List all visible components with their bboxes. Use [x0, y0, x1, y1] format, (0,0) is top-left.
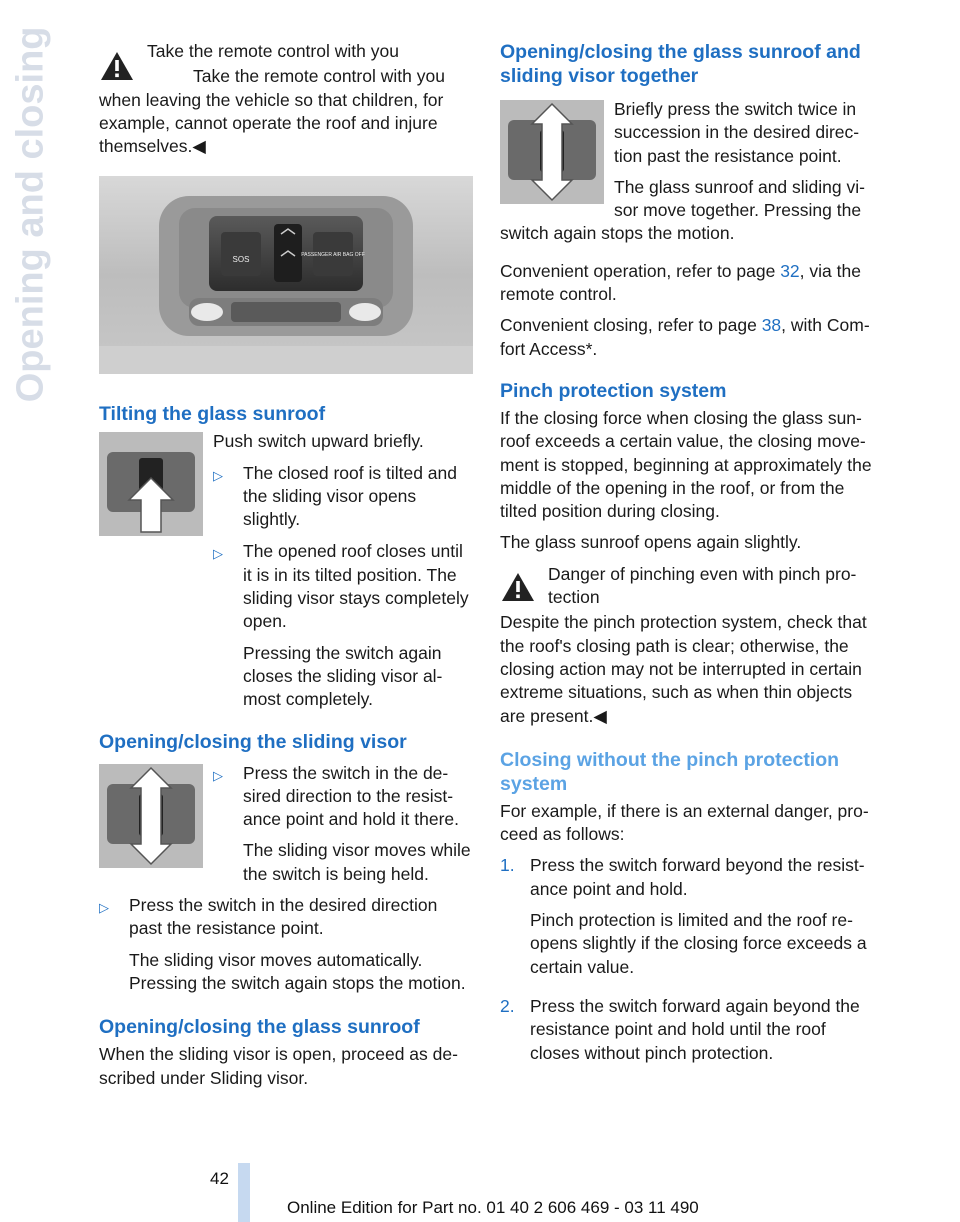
left-column — [99, 40, 473, 1098]
pinch-heading: Pinch protection system — [500, 379, 727, 402]
warning-title: Take the remote control with you — [147, 41, 399, 61]
switch-up-thumbnail — [99, 432, 203, 536]
conv-op-text-end: , via the remote control. — [500, 260, 861, 305]
page-link-38[interactable]: 38 — [761, 315, 782, 336]
list-item — [213, 540, 473, 633]
switch-updown-thumbnail — [99, 764, 203, 868]
chapter-sidebar — [4, 26, 56, 420]
edition-note: Online Edition for Part no. 01 40 2 606 469 - 03 11 490 — [287, 1198, 699, 1217]
list-item — [213, 462, 473, 532]
step-item — [500, 995, 874, 1073]
nopinch-intro: For example, if there is an external danger, pro‐ ceed as follows: — [500, 800, 869, 845]
passenger-airbag-label: PASSENGER AIR BAG OFF — [301, 252, 365, 259]
sos-label: SOS — [232, 255, 250, 265]
warning-body: Take the remote control with you when leaving the vehicle so that children, for example, cannot operate the roof and injure themselves.◀ — [99, 66, 445, 157]
sunroof-heading: Opening/closing the glass sunroof — [99, 1016, 420, 1039]
page-link-32[interactable]: 32 — [780, 260, 800, 281]
step-number: 2. — [500, 995, 515, 1016]
warning-title: Danger of pinching even with pinch pro‐ tection — [548, 563, 857, 608]
roof-console-photo — [99, 176, 473, 374]
step-item — [500, 854, 874, 986]
together-heading: Opening/closing the glass sunroof and sliding visor together — [500, 41, 861, 87]
step-text: Press the switch forward again beyond the resistance point and hold until the roof closes without pinch protection. — [530, 995, 860, 1063]
step-text: Press the switch forward beyond the resist‐ ance point and hold. — [530, 855, 865, 899]
bullet-marker: ▷ — [213, 767, 223, 783]
warning-icon — [99, 50, 135, 82]
nopinch-heading: Closing without the pinch protection system — [500, 748, 840, 795]
warning-body: Despite the pinch protection system, check that the roof's closing path is clear; otherwise, the closing action may not be interrupted in certain extreme situations, such as when thin objects are present.◀ — [500, 612, 867, 726]
list-item — [213, 762, 473, 832]
conv-close-text: Convenient closing, refer to page — [500, 315, 762, 336]
together-p2: The glass sunroof and sliding vi‐ sor move together. Pressing the switch again stops the motion. — [500, 176, 865, 244]
switch-updown-thumbnail — [500, 100, 604, 204]
footer-bar — [238, 1163, 250, 1222]
chapter-title: Opening and closing — [9, 26, 52, 403]
page-number: 42 — [210, 1169, 229, 1188]
bullet-marker: ▷ — [213, 546, 223, 562]
list-item-text: Press the switch in the de‐ sired direction to the resist‐ ance point and hold it there. — [243, 762, 459, 830]
visor-bullet2-extra: The sliding visor moves automatically. Pressing the switch again stops the motion. — [129, 949, 466, 993]
visor-bullet1-extra: The sliding visor moves while the switch is being held. — [243, 840, 471, 884]
step-extra: Pinch protection is limited and the roof re‐ opens slightly if the closing force exceeds a certain value. — [530, 910, 867, 977]
warning-icon — [500, 571, 536, 603]
list-item-text: The opened roof closes until it is in its tilted position. The sliding visor stays completely open. — [243, 541, 469, 632]
bullet-marker: ▷ — [213, 467, 223, 483]
together-p1: Briefly press the switch twice in succession in the desired direc‐ tion past the resistance point. — [614, 99, 860, 166]
sunroof-body: When the sliding visor is open, proceed as de‐ scribed under Sliding visor. — [99, 1044, 458, 1088]
bullet-marker: ▷ — [99, 900, 109, 916]
list-item-text: Press the switch in the desired direction past the resistance point. — [129, 895, 438, 939]
pinch-p1: If the closing force when closing the glass sun‐ roof exceeds a certain value, the closing move‐ ment is stopped, beginning at approximately the middle of the opening in the roof, or from the tilted position during closing. — [500, 407, 872, 522]
tilt-intro: Push switch upward briefly. — [213, 431, 424, 452]
tilt-extra: Pressing the switch again closes the sliding visor al‐ most completely. — [243, 642, 443, 710]
list-item-text: The closed roof is tilted and the sliding visor opens slightly. — [243, 462, 458, 530]
visor-heading: Opening/closing the sliding visor — [99, 730, 407, 753]
step-number: 1. — [500, 855, 515, 876]
convenient-operation — [500, 260, 874, 307]
conv-close-text-end: , with Com‐ fort Access*. — [500, 315, 870, 359]
pinch-p2: The glass sunroof opens again slightly. — [500, 532, 802, 553]
conv-op-text: Convenient operation, refer to page — [500, 260, 781, 281]
right-column — [500, 40, 874, 1081]
convenient-closing — [500, 314, 874, 361]
list-item — [99, 894, 473, 941]
tilt-heading: Tilting the glass sunroof — [99, 403, 326, 426]
